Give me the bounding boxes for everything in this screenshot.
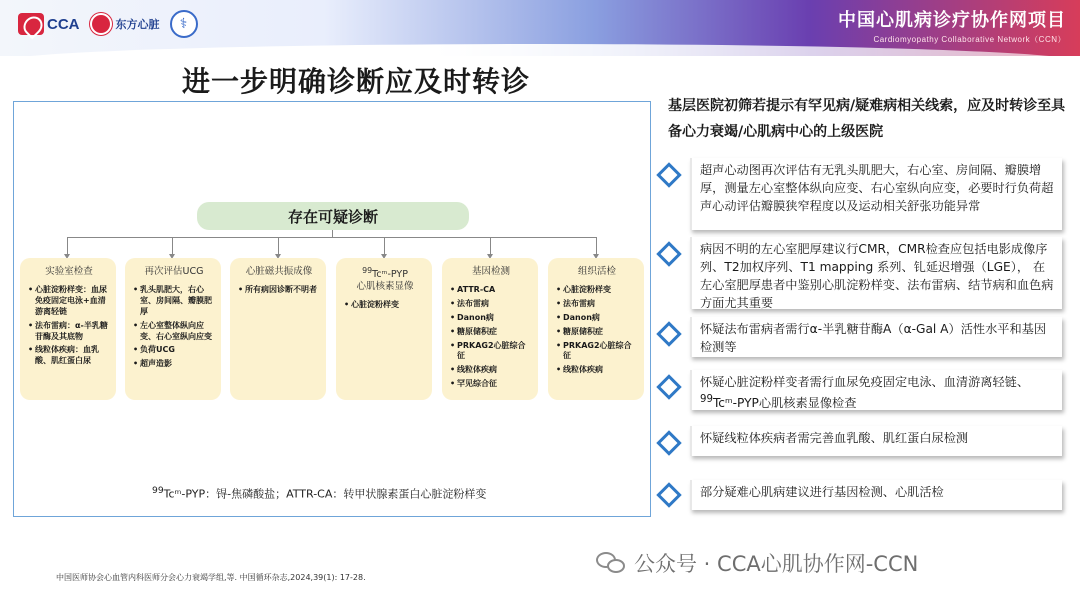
- category-item: • 心脏淀粉样变: [556, 285, 638, 296]
- diagram-root-node: 存在可疑诊断: [197, 202, 469, 230]
- recommendation-text: [690, 370, 1062, 410]
- referral-heading: 基层医院初筛若提示有罕见病/疑难病相关线索，应及时转诊至具备心力衰竭/心肌病中心的上级医院: [668, 98, 1066, 140]
- branch-arrow: [490, 237, 491, 256]
- category-item: • PRKAG2心脏综合征: [450, 341, 532, 363]
- category-ucg: [125, 258, 221, 400]
- category-biopsy: [548, 258, 644, 400]
- category-title: [344, 266, 426, 292]
- category-item: • 法布雷病: [556, 299, 638, 310]
- cca-logo: [18, 13, 80, 35]
- category-item: • Danon病: [556, 313, 638, 324]
- category-item: • ATTR-CA: [450, 285, 532, 296]
- recommendation-text: 怀疑线粒体疾病者需完善血乳酸、肌红蛋白尿检测: [690, 426, 1062, 456]
- category-cmr: [230, 258, 326, 400]
- project-subtitle: Cardiomyopathy Collaborative Network（CCN）: [873, 35, 1066, 44]
- logo-group: [18, 10, 198, 38]
- category-title-line2: 心肌核素显像: [356, 280, 414, 292]
- footnote-text: Tcᵐ-PYP：锝-焦磷酸盐；ATTR-CA：转甲状腺素蛋白心脏淀粉样变: [163, 487, 487, 501]
- cca-logo-text: CCA: [47, 15, 80, 33]
- branch-arrow: [596, 237, 597, 256]
- category-item: • 乳头肌肥大，右心室、房间隔、瓣膜肥厚: [133, 285, 215, 317]
- diamond-bullet-icon: [656, 321, 681, 346]
- cca-heart-icon: [18, 13, 44, 35]
- recommendation-text: 超声心动图再次评估有无乳头肌肥大，右心室、房间隔、瓣膜增厚，测量左心室整体纵向应变、右心室纵向应变，必要时行负荷超声心动评估瓣膜狭窄程度以及运动相关舒张功能异常: [690, 158, 1062, 230]
- category-item: • 罕见综合征: [450, 379, 532, 390]
- category-item: • 负荷UCG: [133, 345, 215, 356]
- diamond-bullet-icon: [656, 162, 681, 187]
- category-genetic-testing: [442, 258, 538, 400]
- recommendation-text: 病因不明的左心室肥厚建议行CMR，CMR检查应包括电影成像序列、T2加权序列、T1 mapping 系列、钆延迟增强（LGE）， 在左心室肥厚患者中鉴别心肌淀粉样变、法布雷病、结节病和血色病方面尤其重要: [690, 237, 1062, 309]
- east-heart-logo: [90, 13, 160, 35]
- branch-arrow: [278, 237, 279, 256]
- category-item: • Danon病: [450, 313, 532, 324]
- recommendation-text-part: Tcᵐ-PYP心肌核素显像检查: [712, 396, 857, 411]
- diagnosis-diagram-panel: [13, 101, 651, 517]
- category-nuclear-imaging: [336, 258, 432, 400]
- branch-arrow: [67, 237, 68, 256]
- header-banner: [0, 0, 1080, 56]
- category-title: 组织活检: [577, 266, 616, 277]
- superscript: 99: [362, 266, 373, 275]
- banner-wave: [0, 44, 1080, 56]
- east-heart-logo-text: 东方心脏: [115, 18, 160, 31]
- abbreviation-footnote: [152, 485, 486, 502]
- category-item: • 法布雷病：α-半乳糖苷酶及其底物: [28, 321, 110, 343]
- wechat-watermark: [596, 548, 918, 578]
- association-seal-icon: ⚕: [170, 10, 198, 38]
- root-connector: [332, 230, 333, 237]
- project-title: 中国心肌病诊疗协作网项目: [838, 10, 1066, 31]
- diamond-bullet-icon: [656, 374, 681, 399]
- diamond-bullet-icon: [656, 430, 681, 455]
- category-lab-tests: [20, 258, 116, 400]
- category-title: 心脏磁共振成像: [245, 266, 313, 277]
- category-item: • 心脏淀粉样变：血尿免疫固定电泳+血清游离轻链: [28, 285, 110, 317]
- branch-arrow: [384, 237, 385, 256]
- category-item: • 糖原储积症: [556, 327, 638, 338]
- category-item: • 糖原储积症: [450, 327, 532, 338]
- wechat-icon: [596, 550, 628, 576]
- category-item: • PRKAG2心脏综合征: [556, 341, 638, 363]
- recommendation-text-part: 怀疑心脏淀粉样变者需行血尿免疫固定电泳、血清游离轻链、: [700, 375, 1030, 389]
- category-item: • 线粒体疾病: [450, 365, 532, 376]
- branch-arrow: [172, 237, 173, 256]
- category-title: 再次评估UCG: [144, 266, 204, 277]
- category-title: 实验室检查: [45, 266, 93, 277]
- category-item: • 法布雷病: [450, 299, 532, 310]
- diamond-bullet-icon: [656, 482, 681, 507]
- category-item: • 超声造影: [133, 359, 215, 370]
- category-item: • 心脏淀粉样变: [344, 300, 426, 311]
- project-branding: [838, 6, 1066, 45]
- recommendation-text: 怀疑法布雷病者需行α-半乳糖苷酶A（α-Gal A）活性水平和基因检测等: [690, 317, 1062, 357]
- category-title-main: Tcᵐ-PYP: [372, 269, 408, 281]
- watermark-text: 公众号 · CCA心肌协作网-CCN: [634, 552, 919, 576]
- category-item: • 线粒体疾病：血乳酸、肌红蛋白尿: [28, 345, 110, 367]
- branch-connector: [67, 237, 596, 238]
- east-heart-icon: [90, 13, 112, 35]
- reference-citation: 中国医师协会心血管内科医师分会心力衰竭学组,等. 中国循环杂志,2024,39(1): 17-28.: [56, 573, 366, 582]
- category-item: • 左心室整体纵向应变、右心室纵向应变: [133, 321, 215, 343]
- recommendation-text: 部分疑难心肌病建议进行基因检测、心肌活检: [690, 480, 1062, 510]
- category-item: • 所有病因诊断不明者: [238, 285, 320, 296]
- superscript: 99: [152, 485, 164, 496]
- category-title: 基因检测: [471, 266, 510, 277]
- category-item: • 线粒体疾病: [556, 365, 638, 376]
- superscript: 99: [700, 394, 713, 405]
- diamond-bullet-icon: [656, 241, 681, 266]
- page-title: 进一步明确诊断应及时转诊: [182, 65, 531, 98]
